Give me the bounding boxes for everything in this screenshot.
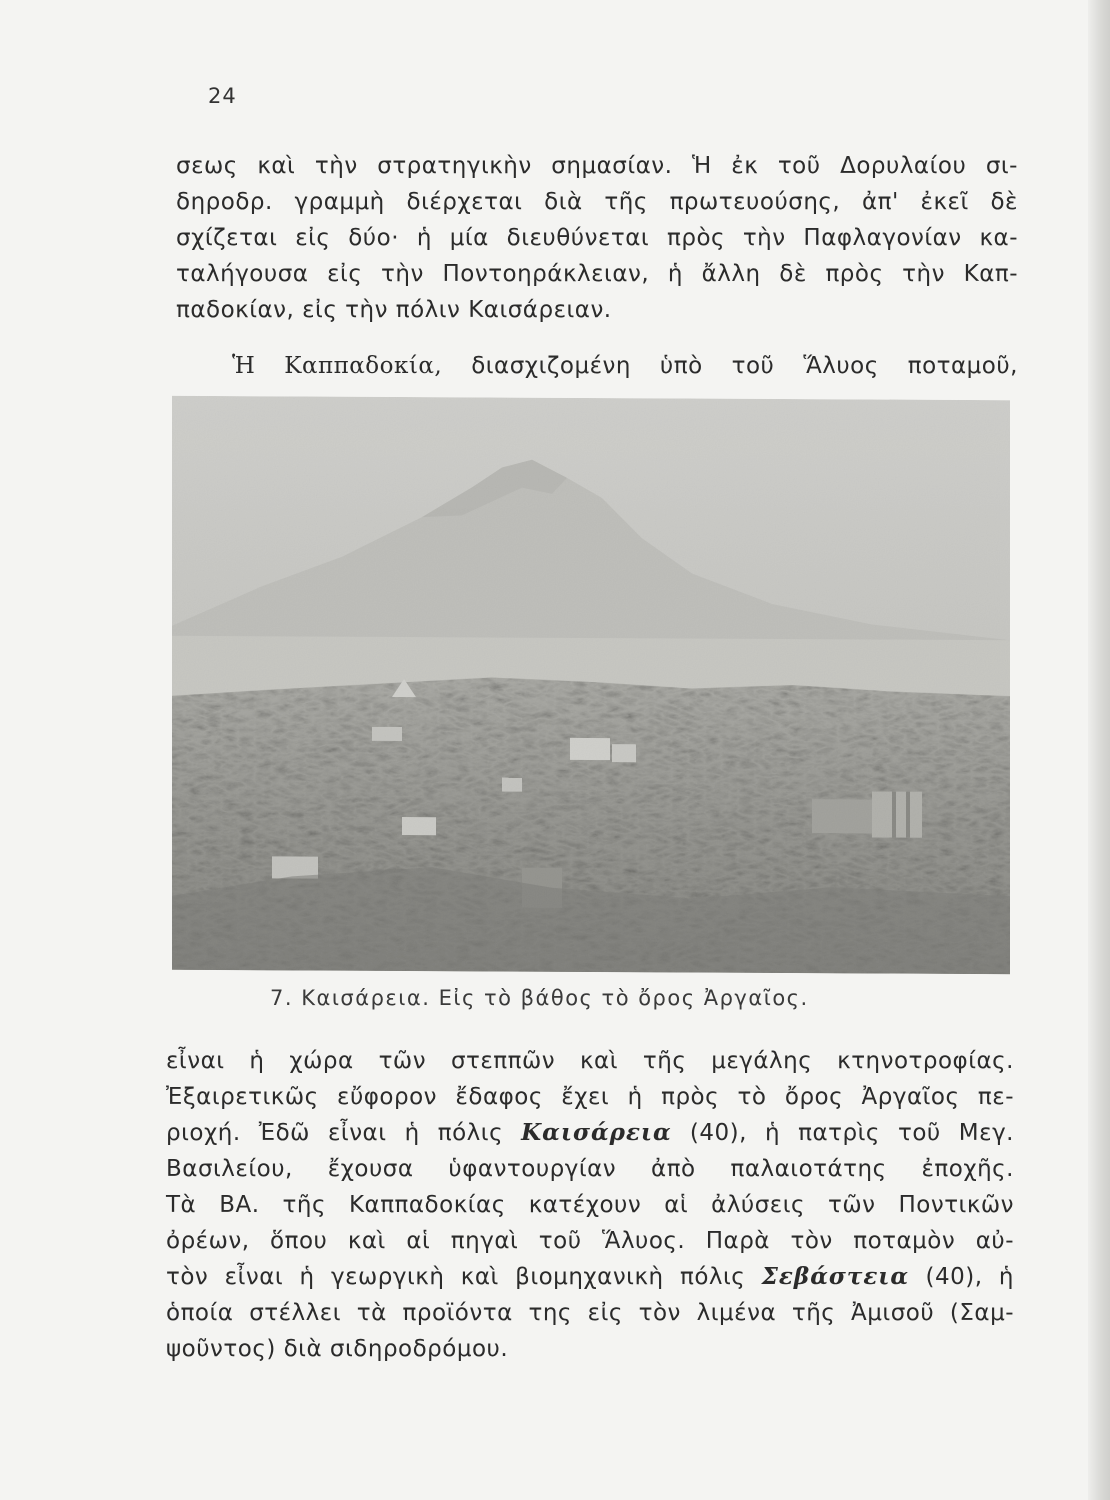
page-edge-shadow [1088,0,1110,1500]
paragraph-text: (40), ἡ πατρὶς τοῦ Μεγ. [671,1120,1014,1146]
paragraph-line: ὀρέων, ὅπου καὶ αἱ πηγαὶ τοῦ Ἅλυος. Παρὰ τὸν ποταμὸν αὐ- [166,1228,1014,1254]
city-name-sevasteia: Σεβάστεια [761,1263,910,1290]
paragraph-line [232,348,1018,384]
paragraph-2-continued [166,1043,1014,1367]
paragraph-2 [232,348,1018,384]
paragraph-text: τὸν εἶναι ἡ γεωργικὴ καὶ βιομηχανικὴ πόλις [166,1264,762,1290]
paragraph-line: Τὰ ΒΑ. τῆς Καππαδοκίας κατέχουν αἱ ἀλύσεις τῶν Ποντικῶν [166,1192,1014,1218]
city-panorama-photo [172,396,1010,974]
paragraph-line: ψοῦντος) διὰ σιδηροδρόμου. [166,1336,509,1362]
paragraph-line: σχίζεται εἰς δύο· ἡ μία διευθύνεται πρὸς τὴν Παφλαγονίαν κα- [176,225,1018,251]
paragraph-line: σεως καὶ τὴν στρατηγικὴν σημασίαν. Ἡ ἐκ τοῦ Δορυλαίου σι- [176,153,1018,179]
city-name-kaisareia: Καισάρεια [521,1119,672,1146]
paragraph-lead-word: Ἡ Καππαδοκία, [232,353,443,379]
paragraph-line: παδοκίαν, εἰς τὴν πόλιν Καισάρειαν. [176,297,612,323]
figure-photo [172,398,1010,972]
paragraph-text: ριοχή. Ἐδῶ εἶναι ἡ πόλις [166,1120,522,1146]
paragraph-line: Ἐξαιρετικῶς εὔφορον ἔδαφος ἔχει ἡ πρὸς τὸ ὄρος Ἀργαῖος πε- [166,1084,1014,1110]
paragraph-line: δηροδρ. γραμμὴ διέρχεται διὰ τῆς πρωτευούσης, ἀπ' ἐκεῖ δὲ [176,189,1018,215]
paragraph-line [166,1115,1014,1151]
figure-caption: 7. Καισάρεια. Εἰς τὸ βάθος τὸ ὄρος Ἀργαῖος. [270,986,809,1010]
paragraph-text: (40), ἡ [909,1264,1014,1290]
paragraph-1 [176,148,1018,328]
paragraph-line: Βασιλείου, ἔχουσα ὑφαντουργίαν ἀπὸ παλαιοτάτης ἐποχῆς. [166,1156,1014,1182]
paragraph-line: ὁποία στέλλει τὰ προϊόντα της εἰς τὸν λιμένα τῆς Ἀμισοῦ (Σαμ- [166,1300,1014,1326]
paragraph-line [166,1259,1014,1295]
paragraph-line-rest: διασχιζομένη ὑπὸ τοῦ Ἅλυος ποταμοῦ, [442,353,1018,379]
page-number: 24 [208,84,237,108]
paragraph-line: εἶναι ἡ χώρα τῶν στεππῶν καὶ τῆς μεγάλης κτηνοτροφίας. [166,1048,1014,1074]
paragraph-line: ταλήγουσα εἰς τὴν Ποντοηράκλειαν, ἡ ἄλλη δὲ πρὸς τὴν Καπ- [176,261,1018,287]
